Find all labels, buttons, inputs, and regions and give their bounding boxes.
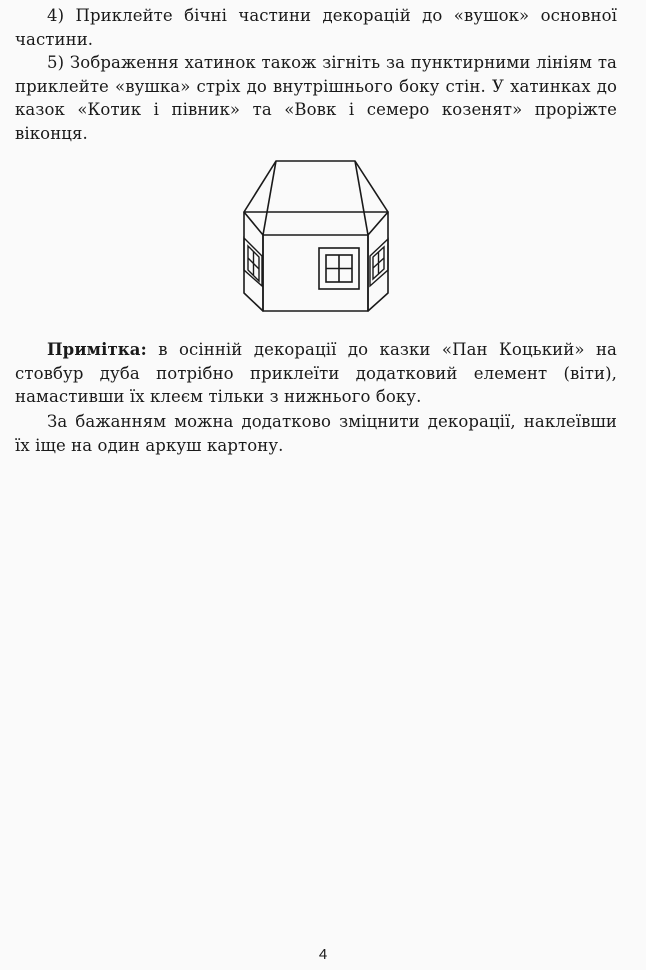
note-text: в осінній декорації до казки «Пан Коцький» на стовбур дуба потрібно приклеїти додатковий елемент (віти), намастивши їх клеєм тільки з нижнього боку. [15,340,617,406]
left-window [244,238,262,286]
right-window [370,239,388,286]
note-paragraph [15,338,617,409]
note-label: Примітка: [47,340,147,359]
front-window [319,248,359,289]
instruction-step-4: 4) Приклейте бічні частини декорацій до «вушок» основної частини. [15,6,617,49]
house-illustration [243,158,389,318]
page-number: 4 [318,946,328,963]
instruction-step-5: 5) Зображення хатинок також зігніть за пунктирними лініям та приклейте «вушка» стріх до внутрішнього боку стін. У хатинках до казок «Котик і півник» та «Вовк і семеро козенят» проріжте віконця. [15,53,617,143]
extra-paragraph: За бажанням можна додатково зміцнити декорації, наклеївши їх іще на один аркуш картону. [15,412,617,455]
